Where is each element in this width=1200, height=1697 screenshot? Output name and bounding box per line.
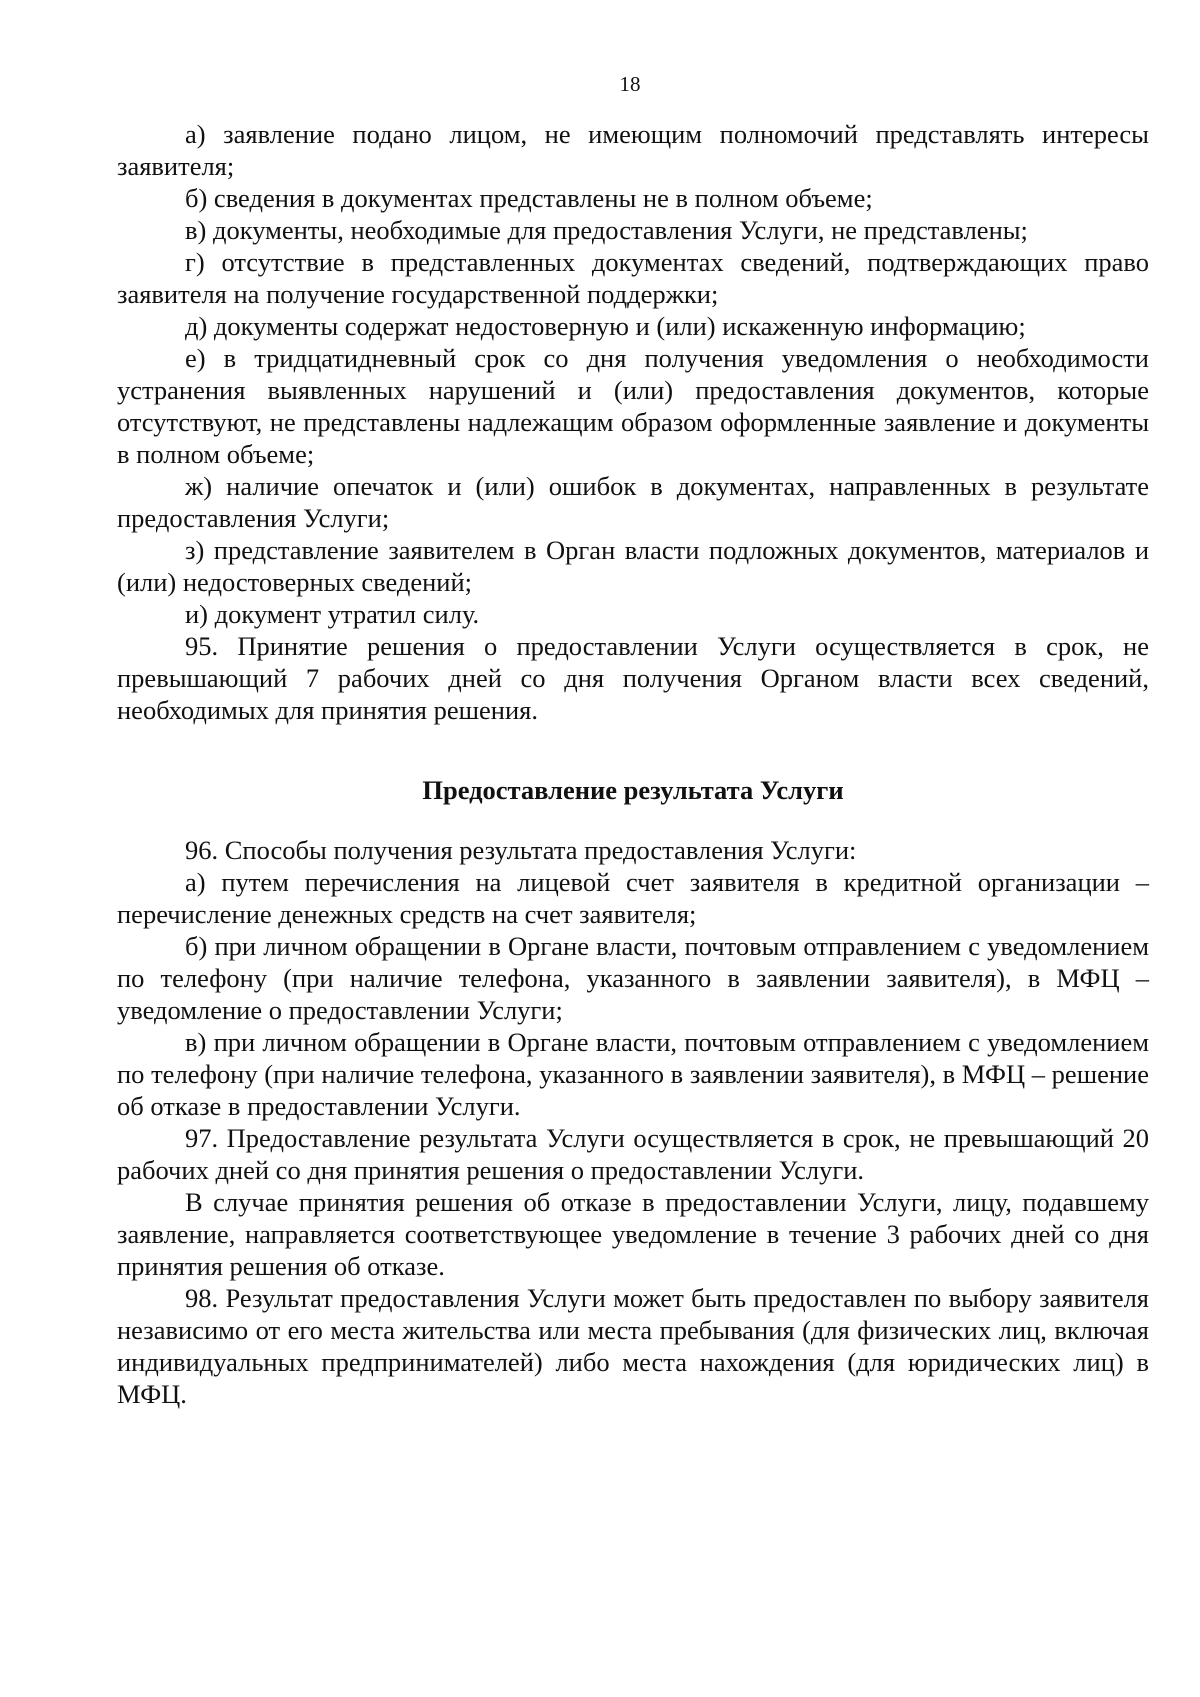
refusal-grounds-list xyxy=(117,118,1149,726)
paragraph: и) документ утратил силу. xyxy=(185,599,480,629)
paragraph: в) при личном обращении в Органе власти, почтовым отправлением с уведомлением по телефону (при наличие телефона, указанного в заявлении заявителя), в МФЦ – решение об отказе в предоставлении Услуги. xyxy=(117,1027,1149,1121)
paragraph: е) в тридцатидневный срок со дня получения уведомления о необходимости устранения выявленных нарушений и (или) предоставления документов, которые отсутствуют, не представлены надлежащим образом оформленные заявление и документы в полном объеме; xyxy=(117,343,1149,469)
paragraph: ж) наличие опечаток и (или) ошибок в документах, направленных в результате предоставления Услуги; xyxy=(117,471,1149,533)
paragraph: В случае принятия решения об отказе в предоставлении Услуги, лицу, подавшему заявление, направляется соответствующее уведомление в течение 3 рабочих дней со дня принятия решения об отказе. xyxy=(117,1187,1149,1281)
paragraph: б) сведения в документах представлены не в полном объеме; xyxy=(185,183,873,213)
paragraph: 97. Предоставление результата Услуги осуществляется в срок, не превышающий 20 рабочих дней со дня принятия решения о предоставлении Услуги. xyxy=(117,1123,1149,1185)
paragraph: з) представление заявителем в Орган власти подложных документов, материалов и (или) недостоверных сведений; xyxy=(117,535,1149,597)
paragraph: 96. Способы получения результата предоставления Услуги: xyxy=(185,835,857,865)
result-provision-section xyxy=(117,834,1149,1410)
paragraph: г) отсутствие в представленных документах сведений, подтверждающих право заявителя на получение государственной поддержки; xyxy=(117,247,1149,309)
paragraph: 98. Результат предоставления Услуги может быть предоставлен по выбору заявителя независимо от его места жительства или места пребывания (для физических лиц, включая индивидуальных предпринимателей) либо места нахождения (для юридических лиц) в МФЦ. xyxy=(117,1283,1149,1409)
paragraph: а) заявление подано лицом, не имеющим полномочий представлять интересы заявителя; xyxy=(117,119,1149,181)
document-body xyxy=(117,118,1149,1410)
page-number: 18 xyxy=(619,72,641,96)
paragraph: д) документы содержат недостоверную и (или) искаженную информацию; xyxy=(185,311,1026,341)
paragraph: 95. Принятие решения о предоставлении Услуги осуществляется в срок, не превышающий 7 рабочих дней со дня получения Органом власти всех сведений, необходимых для принятия решения. xyxy=(117,631,1149,725)
paragraph: б) при личном обращении в Органе власти, почтовым отправлением с уведомлением по телефону (при наличие телефона, указанного в заявлении заявителя), в МФЦ – уведомление о предоставлении Услуги; xyxy=(117,931,1149,1025)
section-heading: Предоставление результата Услуги xyxy=(422,775,844,805)
paragraph: в) документы, необходимые для предоставления Услуги, не представлены; xyxy=(185,215,1028,245)
paragraph: а) путем перечисления на лицевой счет заявителя в кредитной организации – перечисление денежных средств на счет заявителя; xyxy=(117,867,1149,929)
